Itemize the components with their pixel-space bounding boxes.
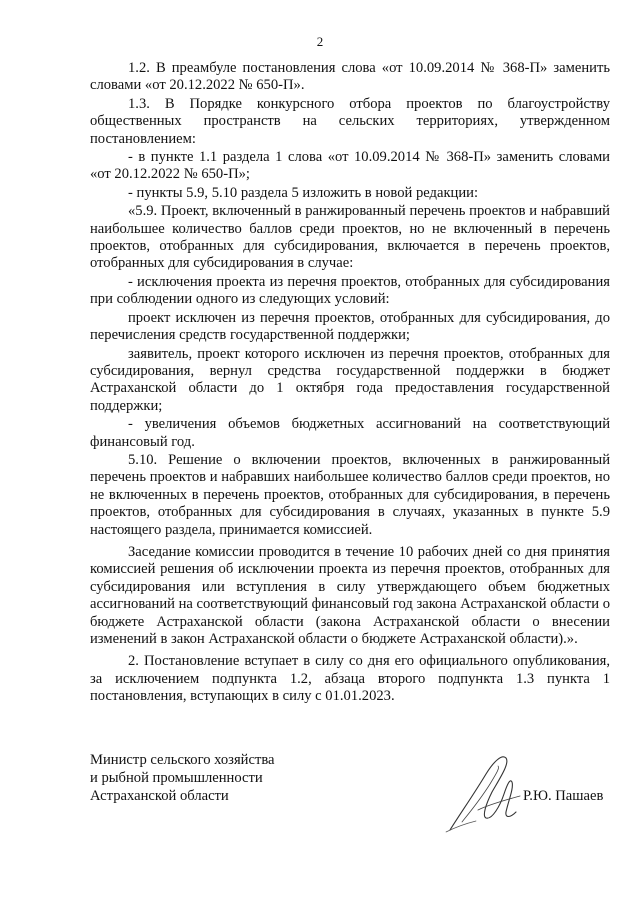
- paragraph-1-2: 1.2. В преамбуле постановления слова «от 10.09.2014 № 368-П» заменить словами «от 20.12.2022 № 650-П».: [90, 60, 610, 94]
- paragraph-1-3: 1.3. В Порядке конкурсного отбора проектов по благоустройству общественных пространств на сельских территориях, утвержденном постановлением:: [90, 95, 610, 147]
- signatory-title-line-2: и рыбной промышленности: [90, 769, 263, 786]
- paragraph-1-3-item-2: - пункты 5.9, 5.10 раздела 5 изложить в новой редакции:: [128, 184, 479, 201]
- document-body: [90, 60, 610, 706]
- paragraph-1-3-item-1: - в пункте 1.1 раздела 1 слова «от 10.09.2014 № 368-П» заменить словами «от 20.12.2022 № 650-П»;: [90, 149, 610, 183]
- signatory-title-line-1: Министр сельского хозяйства: [90, 752, 275, 768]
- page-number: 2: [316, 34, 324, 49]
- handwritten-signature: [440, 748, 532, 836]
- paragraph-5-9-condition-2: заявитель, проект которого исключен из перечня проектов, отобранных для субсидирования, вернул средства государственной поддержки в бюджет Астраханской области до 1 октября года предоставления государственной поддержки;: [90, 345, 610, 414]
- paragraph-5-10: 5.10. Решение о включении проектов, включенных в ранжированный перечень проектов и набравших наибольшее количество баллов среди проектов, но не включенных в перечень проектов, отобранных для субсидирования, в перечень проектов, отобранных для субсидирования в случаях, указанных в пункте 5.9 настоящего раздела, принимается комиссией.: [90, 451, 610, 538]
- paragraph-5-9: «5.9. Проект, включенный в ранжированный перечень проектов и набравший наибольшее количество баллов среди проектов, но не включенный в перечень проектов, отобранных для субсидирования, включается в перечень проектов, отобранных для субсидирования в случае:: [90, 203, 610, 272]
- signatory-name: Р.Ю. Пашаев: [523, 788, 604, 804]
- paragraph-5-10-meeting: Заседание комиссии проводится в течение 10 рабочих дней со дня принятия комиссией решения об исключении проекта из перечня проектов, отобранных для субсидирования или вступления в силу утверждающего объем бюджетных ассигнований на соответствующий финансовый год закона Астраханской области о бюджете Астраханской области (закона Астраханской области о внесении изменений в закон Астраханской области о бюджете Астраханской области).».: [90, 543, 610, 647]
- paragraph-5-9-condition-1: проект исключен из перечня проектов, отобранных для субсидирования, до перечисления средств государственной поддержки;: [90, 309, 610, 344]
- signatory-title-line-3: Астраханской области: [90, 787, 229, 804]
- paragraph-5-9-case-2: - увеличения объемов бюджетных ассигнований на соответствующий финансовый год.: [90, 416, 610, 450]
- signatory-title: [90, 752, 275, 805]
- paragraph-2: 2. Постановление вступает в силу со дня его официального опубликования, за исключением подпункта 1.2, абзаца второго подпункта 1.3 пункта 1 постановления, вступающих в силу с 01.01.2023.: [90, 653, 610, 705]
- paragraph-5-9-case-1: - исключения проекта из перечня проектов, отобранных для субсидирования при соблюдении одного из следующих условий:: [90, 273, 610, 308]
